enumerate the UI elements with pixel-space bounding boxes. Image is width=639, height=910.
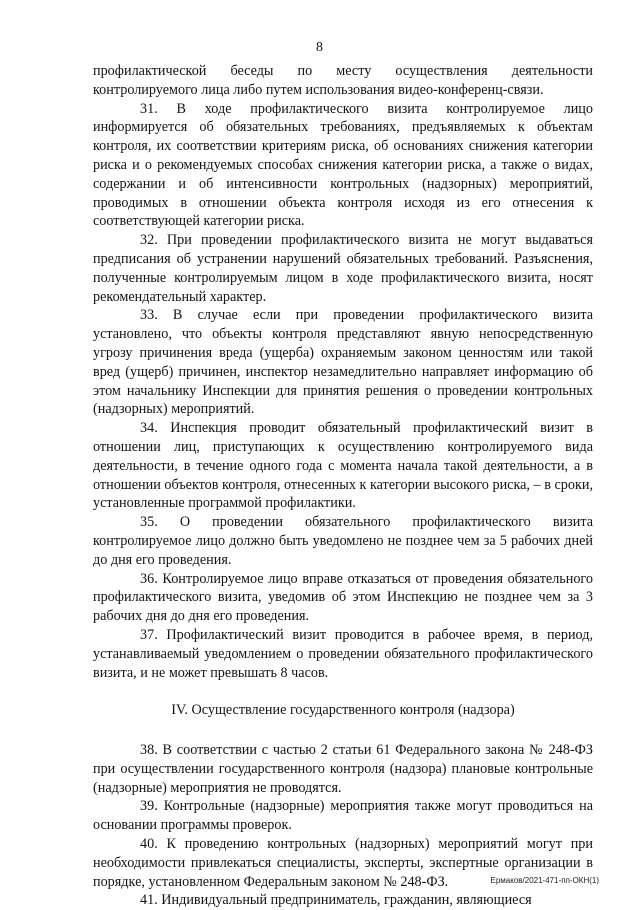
paragraph-36: 36. Контролируемое лицо вправе отказаться от проведения обязательного профилактического визита, уведомив об этом Инспекцию не позднее чем за 3 рабочих дня до дня его проведения. (93, 570, 593, 625)
paragraph-39: 39. Контрольные (надзорные) мероприятия также могут проводиться на основании программы проверок. (93, 798, 593, 834)
paragraph-32: 32. При проведении профилактического визита не могут выдаваться предписания об устранении нарушений обязательных требований. Разъяснения, полученные контролируемым лицом в ходе профилактического визита, носят рекомендательный характер. (93, 232, 593, 305)
paragraph-31: 31. В ходе профилактического визита контролируемое лицо информируется об обязательных требованиях, предъявляемых к объектам контроля, их соответствии критериям риска, об основаниях снижения категории риска и о рекомендуемых способах снижения категории риска, а также о видах, содержании и об интенсивности контрольных (надзорных) мероприятий, проводимых в отношении объекта контроля исходя из его отнесения к соответствующей категории риска. (93, 100, 593, 230)
paragraph-40: 40. К проведению контрольных (надзорных) мероприятий могут при необходимости привлекаться специалисты, эксперты, экспертные организации в порядке, установленном Федеральным законом № 248-ФЗ. (93, 836, 593, 890)
paragraph-37: 37. Профилактический визит проводится в рабочее время, в период, устанавливаемый уведомлением о проведении обязательного профилактического визита, и не может превышать 8 часов. (93, 626, 593, 681)
paragraph-33: 33. В случае если при проведении профилактического визита установлено, что объекты контроля представляют явную непосредственную угрозу причинения вреда (ущерба) охраняемым законом ценностям или такой вред (ущерб) причинен, инспектор незамедлительно направляет информацию об этом начальнику Инспекции для принятия решения о проведении контрольных (надзорных) мероприятий. (93, 307, 593, 418)
page-number: 8 (316, 40, 323, 55)
footer-document-code: Ермаков/2021-471-пп-ОКН(1) (490, 876, 599, 885)
paragraph-continuation: профилактической беседы по месту осуществления деятельности контролируемого лица либо путем использования видео-конференц-связи. (93, 63, 593, 98)
paragraph-41: 41. Индивидуальный предприниматель, гражданин, являющиеся (140, 892, 532, 909)
paragraph-35: 35. О проведении обязательного профилактического визита контролируемое лицо должно быть уведомлено не позднее чем за 5 рабочих дней до дня его проведения. (93, 514, 593, 568)
document-body (93, 62, 593, 910)
paragraph-38: 38. В соответствии с частью 2 статьи 61 Федерального закона № 248-ФЗ при осуществлении государственного контроля (надзора) плановые контрольные (надзорные) мероприятия не проводятся. (93, 742, 593, 796)
section-heading: IV. Осуществление государственного контроля (надзора) (171, 702, 515, 719)
paragraph-34: 34. Инспекция проводит обязательный профилактический визит в отношении лиц, приступающих к осуществлению контролируемого вида деятельности, в течение одного года с момента начала такой деятельности, а в отношении объектов контроля, отнесенных к категории высокого риска, – в сроки, установленные программой профилактики. (93, 420, 593, 512)
